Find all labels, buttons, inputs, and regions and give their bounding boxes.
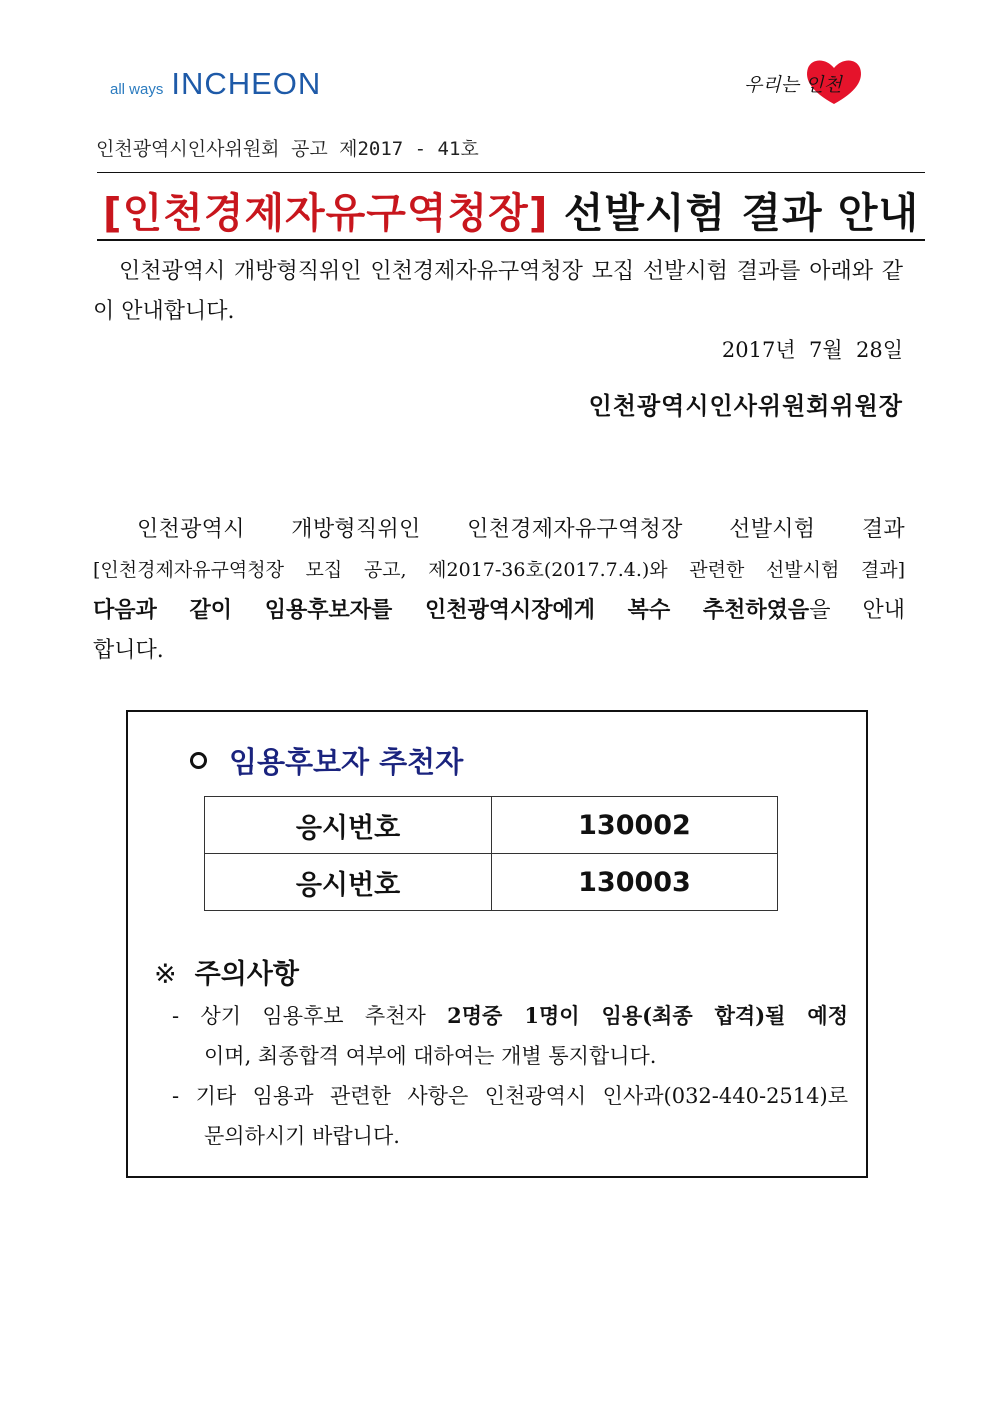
note-1-prefix: - 상기 임용후보 추천자 xyxy=(172,1004,448,1028)
result-paragraph xyxy=(93,510,905,671)
caution-note-1 xyxy=(172,996,848,1076)
title-highlight: [인천경제자유구역청장] xyxy=(102,189,549,237)
note-2-line-1: - 기타 임용과 관련한 사항은 인천광역시 인사과(032-440-2514)로 xyxy=(172,1084,848,1108)
result-line-4: 합니다. xyxy=(93,638,164,663)
result-line-1: 인천광역시 개방형직위인 인천경제자유구역청장 선발시험 결과 xyxy=(137,517,905,542)
notice-number: 인천광역시인사위원회 공고 제2017 - 41호 xyxy=(96,138,479,160)
result-line-2: [인천경제자유구역청장 모집 공고, 제2017-36호(2017.7.4.)와 관련한 선발시험 결과] xyxy=(93,559,905,581)
title-rest: 선발시험 결과 안내 xyxy=(548,189,920,237)
result-line-3-bold: 다음과 같이 임용후보자를 인천광역시장에게 복수 추천하였음 xyxy=(93,597,810,623)
logo-tagline: all ways xyxy=(110,81,164,98)
candidates-table xyxy=(204,796,778,911)
incheon-logo xyxy=(110,66,321,102)
result-line-3 xyxy=(93,590,905,631)
candidates-heading xyxy=(190,740,463,781)
note-1-line-1 xyxy=(172,996,848,1036)
candidate-number: 130002 xyxy=(492,797,778,854)
candidates-heading-text: 임용후보자 추천자 xyxy=(229,745,464,779)
result-box xyxy=(126,710,868,1178)
caution-title: 주의사항 xyxy=(194,959,299,990)
note-2-line-2: 문의하시기 바랍니다. xyxy=(204,1124,400,1148)
table-row xyxy=(205,797,778,854)
intro-paragraph xyxy=(93,252,903,332)
result-line-3-rest: 을 안내 xyxy=(809,598,906,623)
signer: 인천광역시인사위원회위원장 xyxy=(588,391,903,420)
table-row xyxy=(205,854,778,911)
caution-heading xyxy=(154,952,299,991)
candidate-label: 응시번호 xyxy=(205,797,492,854)
logo-wordmark: INCHEON xyxy=(171,66,322,101)
candidate-label: 응시번호 xyxy=(205,854,492,911)
circle-bullet-icon xyxy=(190,752,207,769)
document-title xyxy=(97,180,925,239)
title-rule-bottom xyxy=(97,239,925,241)
caution-note-2 xyxy=(172,1076,848,1156)
note-1-line-2: 이며, 최종합격 여부에 대하여는 개별 통지합니다. xyxy=(204,1044,657,1068)
reference-mark-icon: ※ xyxy=(154,959,177,990)
title-rule-top xyxy=(97,172,925,173)
slogan-heart-logo xyxy=(742,54,864,110)
slogan-text: 우리는 인천 xyxy=(744,74,842,96)
announcement-date: 2017년 7월 28일 xyxy=(721,338,903,362)
note-1-bold: 2명중 1명이 임용(최종 합격)될 예정 xyxy=(447,1003,848,1028)
intro-line-1: 인천광역시 개방형직위인 인천경제자유구역청장 모집 선발시험 결과를 xyxy=(119,259,801,284)
intro-line-2: 아래와 같이 안내합니다. xyxy=(93,259,903,324)
candidate-number: 130003 xyxy=(492,854,778,911)
